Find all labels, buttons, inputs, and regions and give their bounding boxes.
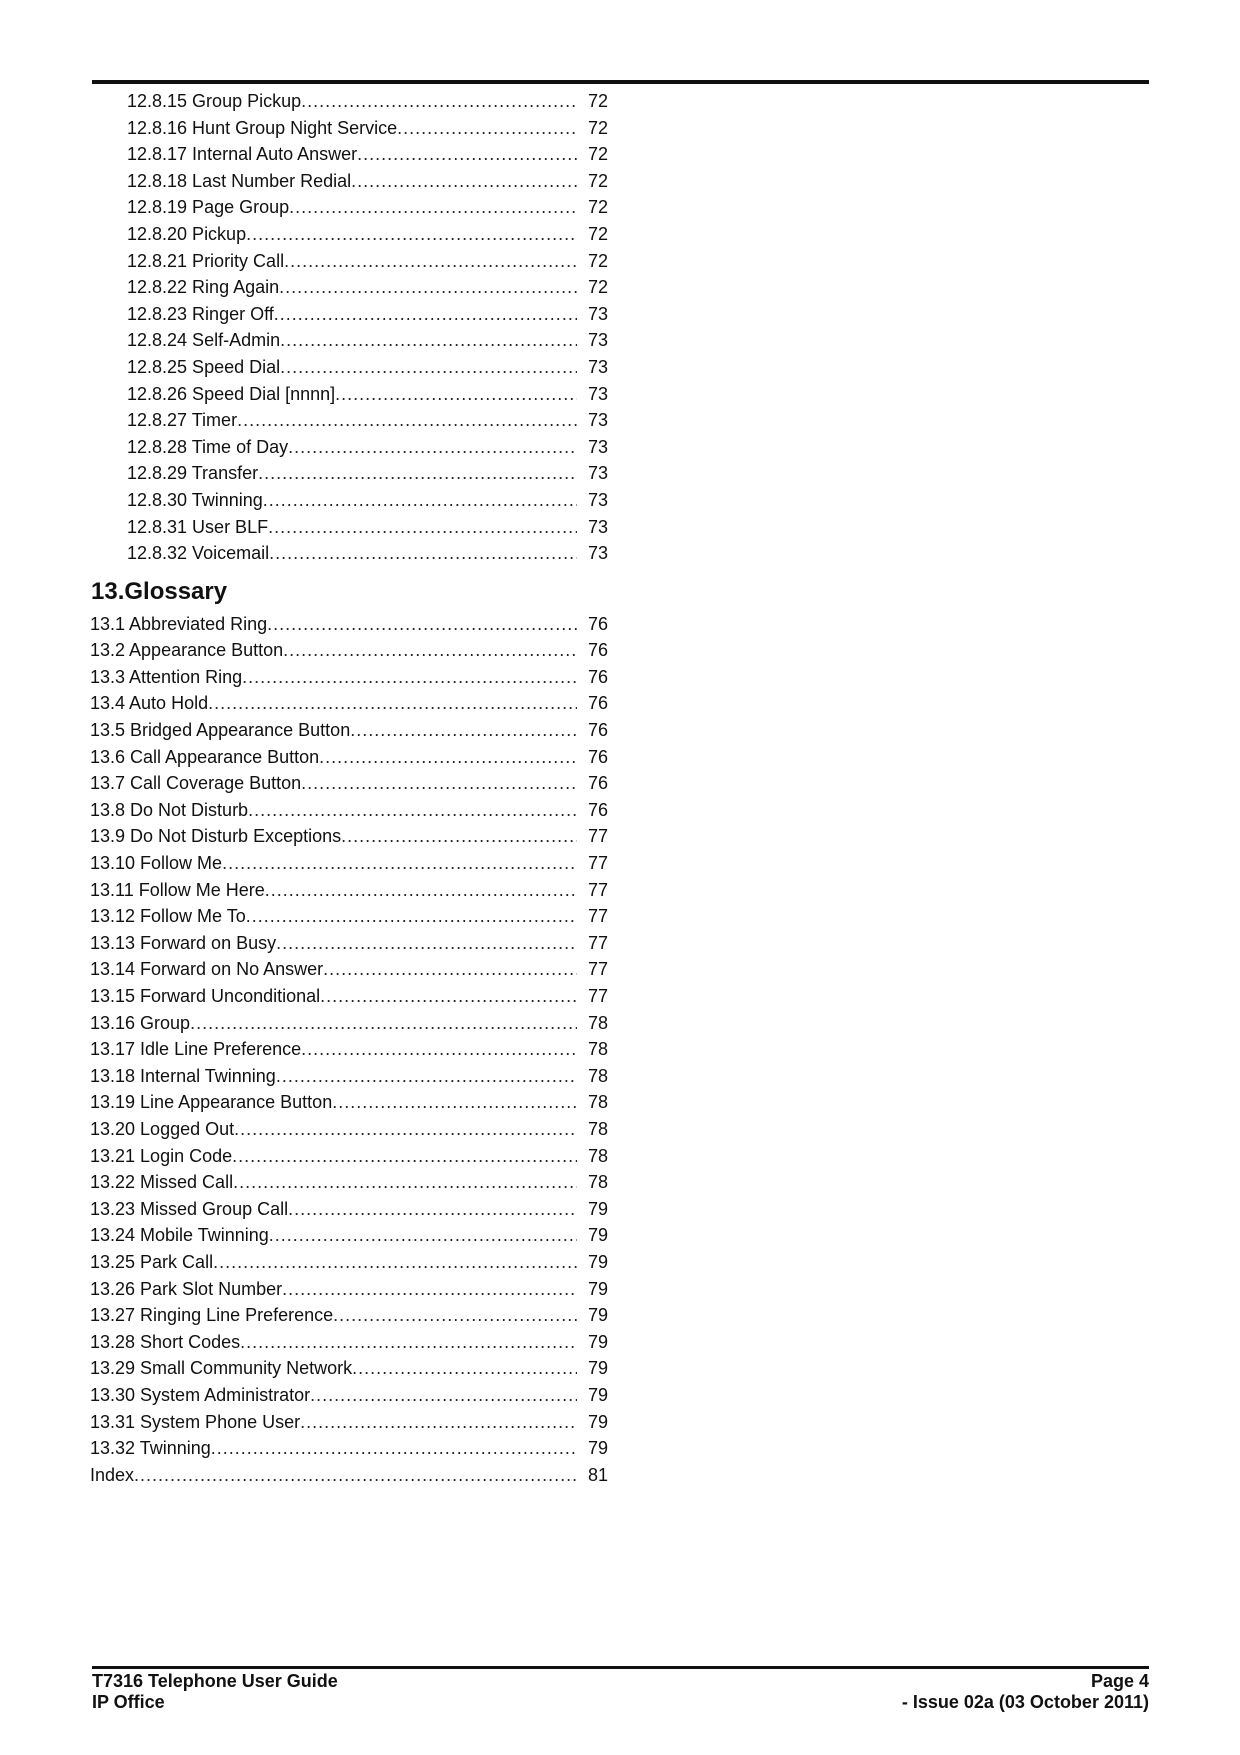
toc-page-number: 81 <box>587 1464 608 1485</box>
glossary-heading: 13.Glossary <box>91 577 228 605</box>
toc-entry[interactable] <box>0 327 1240 354</box>
toc-entry-title: 12.8.29 Transfer <box>127 460 258 487</box>
dot-leader <box>237 407 577 434</box>
toc-entry[interactable] <box>0 797 1240 824</box>
toc-leader <box>127 141 577 168</box>
toc-leader <box>90 1196 577 1223</box>
toc-entry[interactable] <box>0 770 1240 797</box>
toc-leader <box>90 690 577 717</box>
toc-page-number: 77 <box>587 826 608 847</box>
dot-leader <box>280 327 577 354</box>
toc-leader <box>90 1249 577 1276</box>
toc-page-number: 73 <box>587 543 608 564</box>
toc-page-number: 73 <box>587 410 608 431</box>
toc-entry-title: 13.29 Small Community Network <box>90 1355 352 1382</box>
dot-leader <box>234 1116 577 1143</box>
toc-entry-title: 13.6 Call Appearance Button <box>90 744 319 771</box>
toc-leader <box>90 823 577 850</box>
toc-entry[interactable] <box>0 1276 1240 1303</box>
toc-entry-title: Index <box>90 1462 134 1489</box>
toc-entry[interactable] <box>0 1249 1240 1276</box>
dot-leader <box>240 1329 577 1356</box>
toc-leader <box>127 221 577 248</box>
toc-page-number: 73 <box>587 489 608 510</box>
toc-entry-title: 13.11 Follow Me Here <box>90 877 265 904</box>
toc-entry-title: 13.30 System Administrator <box>90 1382 310 1409</box>
toc-page-number: 73 <box>587 330 608 351</box>
toc-entry[interactable] <box>0 611 1240 638</box>
toc-page-number: 72 <box>587 170 608 191</box>
toc-leader <box>90 1169 577 1196</box>
toc-entry-title: 13.18 Internal Twinning <box>90 1063 276 1090</box>
footer-issue: - Issue 02a (03 October 2011) <box>901 1692 1149 1712</box>
toc-entry[interactable] <box>0 983 1240 1010</box>
toc-leader <box>90 1116 577 1143</box>
toc-entry[interactable] <box>0 877 1240 904</box>
dot-leader <box>289 194 577 221</box>
toc-page-number: 76 <box>587 640 608 661</box>
toc-entry[interactable] <box>0 1010 1240 1037</box>
toc-leader <box>90 1143 577 1170</box>
toc-leader <box>90 1036 577 1063</box>
footer-product: IP Office <box>92 1692 165 1712</box>
toc-page-number: 72 <box>587 250 608 271</box>
dot-leader <box>222 850 577 877</box>
toc-entry-title: 13.2 Appearance Button <box>90 637 283 664</box>
toc-entry-title: 13.32 Twinning <box>90 1435 211 1462</box>
toc-leader <box>90 956 577 983</box>
toc-entry-title: 13.7 Call Coverage Button <box>90 770 301 797</box>
toc-entry[interactable] <box>0 717 1240 744</box>
footer-document-title: T7316 Telephone User Guide <box>92 1671 338 1691</box>
dot-leader <box>282 1276 577 1303</box>
toc-entry-title: 13.28 Short Codes <box>90 1329 240 1356</box>
toc-leader <box>127 274 577 301</box>
toc-entry-title: 13.17 Idle Line Preference <box>90 1036 301 1063</box>
toc-entry-title: 13.15 Forward Unconditional <box>90 983 320 1010</box>
toc-entry[interactable] <box>0 690 1240 717</box>
toc-leader <box>90 1382 577 1409</box>
toc-leader <box>90 1435 577 1462</box>
dot-leader <box>341 823 577 850</box>
dot-leader <box>246 221 577 248</box>
toc-page-number: 72 <box>587 91 608 111</box>
toc-page-number: 79 <box>587 1198 608 1219</box>
toc-entry-title: 12.8.27 Timer <box>127 407 237 434</box>
dot-leader <box>233 1169 577 1196</box>
toc-page-number: 79 <box>587 1305 608 1326</box>
dot-leader <box>397 115 577 142</box>
dot-leader <box>208 690 577 717</box>
toc-entry-title: 12.8.17 Internal Auto Answer <box>127 141 357 168</box>
toc-page-number: 78 <box>587 1012 608 1033</box>
dot-leader <box>269 540 577 567</box>
toc-leader <box>127 354 577 381</box>
toc-entry[interactable] <box>0 434 1240 461</box>
dot-leader <box>284 248 577 275</box>
toc-page-number: 77 <box>587 986 608 1006</box>
toc-leader <box>90 1409 577 1436</box>
toc-entry[interactable] <box>0 956 1240 983</box>
toc-page-number: 78 <box>587 1145 608 1166</box>
toc-page-number: 77 <box>587 959 608 980</box>
dot-leader <box>190 1010 577 1037</box>
toc-entry[interactable] <box>0 664 1240 691</box>
toc-leader <box>90 1462 577 1489</box>
toc-leader <box>127 407 577 434</box>
toc-leader <box>127 168 577 195</box>
toc-leader <box>127 194 577 221</box>
toc-entry[interactable] <box>0 1196 1240 1223</box>
toc-page-number: 73 <box>587 463 608 484</box>
toc-entry[interactable] <box>0 1329 1240 1356</box>
toc-leader <box>90 717 577 744</box>
toc-page-number: 79 <box>587 1251 608 1272</box>
dot-leader <box>310 1382 577 1409</box>
toc-entry[interactable] <box>0 637 1240 664</box>
toc-leader <box>90 930 577 957</box>
toc-page-number: 76 <box>587 666 608 687</box>
toc-entry[interactable] <box>0 1169 1240 1196</box>
dot-leader <box>211 1435 577 1462</box>
toc-entry-title: 12.8.18 Last Number Redial <box>127 168 351 195</box>
toc-page-number: 72 <box>587 223 608 244</box>
toc-entry[interactable] <box>0 88 1240 115</box>
toc-entry-title: 12.8.28 Time of Day <box>127 434 288 461</box>
toc-leader <box>90 1089 577 1116</box>
dot-leader <box>283 637 577 664</box>
toc-page-number: 77 <box>587 932 608 953</box>
toc-entry-title: 13.26 Park Slot Number <box>90 1276 282 1303</box>
toc-entry-title: 13.1 Abbreviated Ring <box>90 611 267 638</box>
dot-leader <box>265 877 577 904</box>
toc-leader <box>90 983 577 1010</box>
toc-entry-title: 13.20 Logged Out <box>90 1116 234 1143</box>
footer-rule <box>92 1666 1149 1669</box>
toc-entry-title: 13.13 Forward on Busy <box>90 930 276 957</box>
dot-leader <box>300 1409 577 1436</box>
toc-entry-title: 13.16 Group <box>90 1010 190 1037</box>
toc-entry[interactable] <box>0 141 1240 168</box>
toc-page-number: 77 <box>587 879 608 900</box>
toc-entry[interactable] <box>0 1302 1240 1329</box>
toc-entry[interactable] <box>0 1089 1240 1116</box>
toc-leader <box>90 664 577 691</box>
dot-leader <box>288 434 577 461</box>
dot-leader <box>301 88 577 115</box>
toc-entry-title: 13.19 Line Appearance Button <box>90 1089 332 1116</box>
dot-leader <box>274 301 577 328</box>
toc-leader <box>90 1302 577 1329</box>
toc-entry-index[interactable] <box>0 1462 1240 1489</box>
toc-leader <box>90 770 577 797</box>
toc-entry[interactable] <box>0 903 1240 930</box>
dot-leader <box>213 1249 577 1276</box>
toc-entry[interactable] <box>0 930 1240 957</box>
footer-page-number: Page 4 <box>1090 1671 1149 1691</box>
toc-entry[interactable] <box>0 744 1240 771</box>
toc-entry[interactable] <box>0 487 1240 514</box>
dot-leader <box>350 717 577 744</box>
dot-leader <box>258 460 577 487</box>
toc-page-number: 79 <box>587 1278 608 1299</box>
toc-leader <box>127 248 577 275</box>
toc-entry-title: 13.4 Auto Hold <box>90 690 208 717</box>
toc-entry-title: 12.8.19 Page Group <box>127 194 289 221</box>
toc-leader <box>127 514 577 541</box>
toc-leader <box>127 327 577 354</box>
dot-leader <box>352 1355 577 1382</box>
toc-entry[interactable] <box>0 850 1240 877</box>
toc-leader <box>90 611 577 638</box>
toc-entry[interactable] <box>0 194 1240 221</box>
toc-page-number: 72 <box>587 197 608 218</box>
dot-leader <box>332 1089 577 1116</box>
toc-page-number: 76 <box>587 746 608 767</box>
toc-entry-title: 13.12 Follow Me To <box>90 903 246 930</box>
toc-page-number: 76 <box>587 720 608 741</box>
dot-leader <box>134 1462 577 1489</box>
toc-page-number: 72 <box>587 277 608 298</box>
toc-entry-title: 13.8 Do Not Disturb <box>90 797 248 824</box>
dot-leader <box>335 381 577 408</box>
toc-leader <box>90 1355 577 1382</box>
toc-entry[interactable] <box>0 407 1240 434</box>
toc-entry-title: 12.8.22 Ring Again <box>127 274 279 301</box>
toc-entry-title: 13.25 Park Call <box>90 1249 213 1276</box>
toc-leader <box>90 744 577 771</box>
toc-page-number: 78 <box>587 1065 608 1086</box>
table-of-contents <box>0 88 1240 1488</box>
toc-leader <box>90 1276 577 1303</box>
toc-page-number: 76 <box>587 693 608 714</box>
toc-entry-title: 13.10 Follow Me <box>90 850 222 877</box>
toc-page-number: 76 <box>587 799 608 820</box>
toc-entry-title: 13.14 Forward on No Answer <box>90 956 323 983</box>
toc-entry[interactable] <box>0 168 1240 195</box>
toc-page-number: 72 <box>587 144 608 165</box>
toc-subsection-list <box>0 88 1240 567</box>
toc-entry-title: 13.5 Bridged Appearance Button <box>90 717 350 744</box>
toc-leader <box>127 434 577 461</box>
toc-entry-title: 12.8.21 Priority Call <box>127 248 284 275</box>
toc-entry[interactable] <box>0 514 1240 541</box>
toc-page-number: 76 <box>587 773 608 794</box>
toc-entry-title: 12.8.15 Group Pickup <box>127 88 301 115</box>
toc-page-number: 78 <box>587 1092 608 1113</box>
toc-entry-title: 12.8.24 Self-Admin <box>127 327 280 354</box>
dot-leader <box>232 1143 577 1170</box>
toc-entry[interactable] <box>0 1116 1240 1143</box>
toc-leader <box>127 540 577 567</box>
toc-entry-title: 12.8.23 Ringer Off <box>127 301 274 328</box>
toc-entry-title: 12.8.26 Speed Dial [nnnn] <box>127 381 335 408</box>
dot-leader <box>351 168 577 195</box>
toc-entry[interactable] <box>0 354 1240 381</box>
top-rule <box>92 80 1149 84</box>
dot-leader <box>288 1196 577 1223</box>
toc-entry-title: 13.23 Missed Group Call <box>90 1196 288 1223</box>
toc-page-number: 79 <box>587 1438 608 1459</box>
dot-leader <box>320 983 577 1010</box>
toc-entry[interactable] <box>0 823 1240 850</box>
toc-page-number: 79 <box>587 1411 608 1432</box>
toc-entry[interactable] <box>0 1409 1240 1436</box>
toc-leader <box>90 1010 577 1037</box>
toc-entry-title: 12.8.16 Hunt Group Night Service <box>127 115 397 142</box>
toc-entry-title: 12.8.25 Speed Dial <box>127 354 280 381</box>
toc-entry[interactable] <box>0 1063 1240 1090</box>
toc-entry[interactable] <box>0 1222 1240 1249</box>
toc-leader <box>90 850 577 877</box>
toc-leader <box>127 381 577 408</box>
toc-page-number: 78 <box>587 1118 608 1139</box>
toc-entry-title: 13.21 Login Code <box>90 1143 232 1170</box>
glossary-list <box>0 611 1240 1462</box>
dot-leader <box>263 487 577 514</box>
toc-page-number: 73 <box>587 436 608 457</box>
dot-leader <box>276 1063 577 1090</box>
dot-leader <box>276 930 577 957</box>
toc-entry-title: 13.24 Mobile Twinning <box>90 1222 269 1249</box>
toc-entry[interactable] <box>0 540 1240 567</box>
toc-entry-title: 12.8.32 Voicemail <box>127 540 269 567</box>
toc-page-number: 77 <box>587 853 608 874</box>
toc-page-number: 79 <box>587 1331 608 1352</box>
toc-page-number: 79 <box>587 1225 608 1246</box>
toc-entry[interactable] <box>0 1435 1240 1462</box>
toc-leader <box>90 877 577 904</box>
dot-leader <box>268 514 577 541</box>
toc-entry[interactable] <box>0 115 1240 142</box>
toc-page-number: 77 <box>587 906 608 927</box>
toc-page-number: 79 <box>587 1384 608 1405</box>
dot-leader <box>280 354 577 381</box>
dot-leader <box>301 770 577 797</box>
toc-entry-title: 12.8.31 User BLF <box>127 514 268 541</box>
toc-entry[interactable] <box>0 1382 1240 1409</box>
toc-entry-title: 13.27 Ringing Line Preference <box>90 1302 333 1329</box>
dot-leader <box>279 274 577 301</box>
dot-leader <box>323 956 577 983</box>
dot-leader <box>242 664 577 691</box>
toc-entry-title: 12.8.20 Pickup <box>127 221 246 248</box>
toc-leader <box>90 797 577 824</box>
dot-leader <box>301 1036 577 1063</box>
toc-entry[interactable] <box>0 381 1240 408</box>
toc-page-number: 78 <box>587 1039 608 1060</box>
toc-leader <box>127 301 577 328</box>
dot-leader <box>319 744 577 771</box>
toc-entry[interactable] <box>0 274 1240 301</box>
toc-leader <box>127 115 577 142</box>
toc-page-number: 72 <box>587 117 608 138</box>
dot-leader <box>269 1222 577 1249</box>
toc-leader <box>127 88 577 115</box>
dot-leader <box>267 611 577 638</box>
toc-page-number: 76 <box>587 613 608 634</box>
toc-page-number: 73 <box>587 383 608 404</box>
toc-leader <box>90 1222 577 1249</box>
toc-page-number: 79 <box>587 1358 608 1379</box>
toc-leader <box>90 1063 577 1090</box>
toc-entry-title: 13.31 System Phone User <box>90 1409 300 1436</box>
toc-entry[interactable] <box>0 1143 1240 1170</box>
toc-entry-title: 13.22 Missed Call <box>90 1169 233 1196</box>
dot-leader <box>246 903 577 930</box>
toc-entry[interactable] <box>0 460 1240 487</box>
dot-leader <box>333 1302 577 1329</box>
toc-entry[interactable] <box>0 248 1240 275</box>
toc-leader <box>127 487 577 514</box>
toc-page-number: 78 <box>587 1172 608 1193</box>
toc-entry[interactable] <box>0 1036 1240 1063</box>
toc-entry[interactable] <box>0 1355 1240 1382</box>
toc-leader <box>90 903 577 930</box>
toc-entry-title: 13.9 Do Not Disturb Exceptions <box>90 823 341 850</box>
toc-page-number: 73 <box>587 516 608 537</box>
toc-page-number: 73 <box>587 303 608 324</box>
toc-leader <box>127 460 577 487</box>
toc-entry[interactable] <box>0 301 1240 328</box>
dot-leader <box>357 141 577 168</box>
toc-page-number: 73 <box>587 356 608 377</box>
toc-entry[interactable] <box>0 221 1240 248</box>
toc-entry-title: 13.3 Attention Ring <box>90 664 242 691</box>
toc-leader <box>90 637 577 664</box>
toc-entry-title: 12.8.30 Twinning <box>127 487 263 514</box>
dot-leader <box>248 797 577 824</box>
toc-leader <box>90 1329 577 1356</box>
